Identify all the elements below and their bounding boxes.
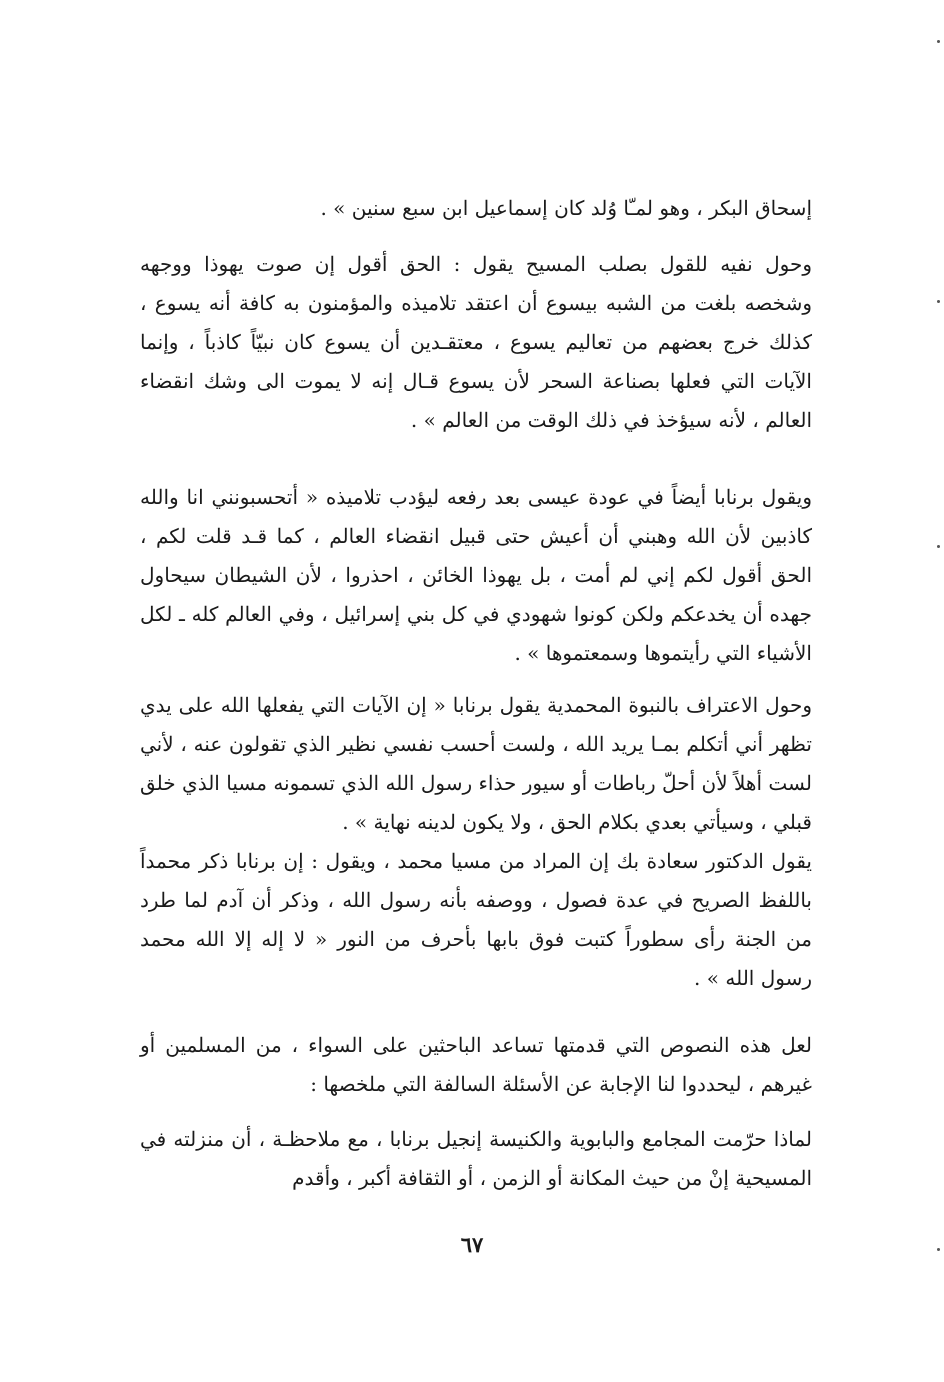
- paragraph: إسحاق البكر ، وهو لمـّا وُلد كان إسماعيل ابن سبع سنين » .: [320, 196, 812, 220]
- paragraph-prophecy: [140, 686, 812, 842]
- paragraph-return: [140, 478, 812, 673]
- scan-artifact: [937, 300, 940, 303]
- scan-artifact: [937, 545, 940, 548]
- paragraph: وحول الاعتراف بالنبوة المحمدية يقول برنابا « إن الآيات التي يفعلها الله على يدي تظهر أني أتكلم بمـا يريد الله ، ولست أحسب نفسي نظير الذي تقولون عنه ، لأني لست أهلاً لأن أحلّ رباطات أو سيور حذاء رسول الله الذي تسمونه مسيا الذي خلق قبلي ، وسيأتي بعدي بكلام الحق ، ولا يكون لدينه نهاية » .: [140, 693, 812, 834]
- paragraph-continuation: [140, 189, 812, 228]
- paragraph-texts: [140, 1026, 812, 1104]
- paragraph: ويقول برنابا أيضاً في عودة عيسى بعد رفعه ليؤدب تلاميذه « أتحسبونني انا والله كاذبين لأن الله وهبني أن أعيش حتى قبيل انقضاء العالم ، كما قـد قلت لكم ، الحق أقول لكم إني لم أمت ، بل يهوذا الخائن ، احذروا ، لأن الشيطان سيحاول جهده أن يخدعكم ولكن كونوا شهودي في كل بني إسرائيل ، وفي العالم كله ـ لكل الأشياء التي رأيتموها وسمعتموها » .: [140, 485, 812, 665]
- paragraph: لعل هذه النصوص التي قدمتها تساعد الباحثين على السواء ، من المسلمين أو غيرهم ، ليحددوا لنا الإجابة عن الأسئلة السالفة التي ملخصها :: [140, 1033, 812, 1096]
- paragraph-crucifixion: [140, 245, 812, 440]
- paragraph: لماذا حرّمت المجامع والبابوية والكنيسة إنجيل برنابا ، مع ملاحظـة ، أن منزلته في المسيحية إنْ من حيث المكانة أو الزمن ، أو الثقافة أكبر ، وأقدم: [140, 1127, 812, 1190]
- page-number: ٦٧: [460, 1232, 484, 1257]
- paragraph: وحول نفيه للقول بصلب المسيح يقول : الحق أقول إن صوت يهوذا ووجهه وشخصه بلغت من الشبه بيسوع أن اعتقد تلاميذه والمؤمنون به كافة أنه يسوع ، كذلك خرج بعضهم من تعاليم يسوع ، معتقـدين أن يسوع كان نبيّاً كاذباً ، وإنما الآيات التي فعلها بصناعة السحر لأن يسوع قـال إنه لا يموت الى وشك انقضاء العالم ، لأنه سيؤخذ في ذلك الوقت من العالم » .: [140, 252, 812, 432]
- scan-artifact: [937, 40, 940, 43]
- paragraph: يقول الدكتور سعادة بك إن المراد من مسيا محمد ، ويقول : إن برنابا ذكر محمداً باللفظ الصريح في عدة فصول ، ووصفه بأنه رسول الله ، وذكر أن آدم لما طرد من الجنة رأى سطوراً كتبت فوق بابها بأحرف من النور « لا إله إلا الله محمد رسول الله » .: [140, 849, 812, 990]
- paragraph-saada: [140, 842, 812, 998]
- paragraph-question: [140, 1120, 812, 1198]
